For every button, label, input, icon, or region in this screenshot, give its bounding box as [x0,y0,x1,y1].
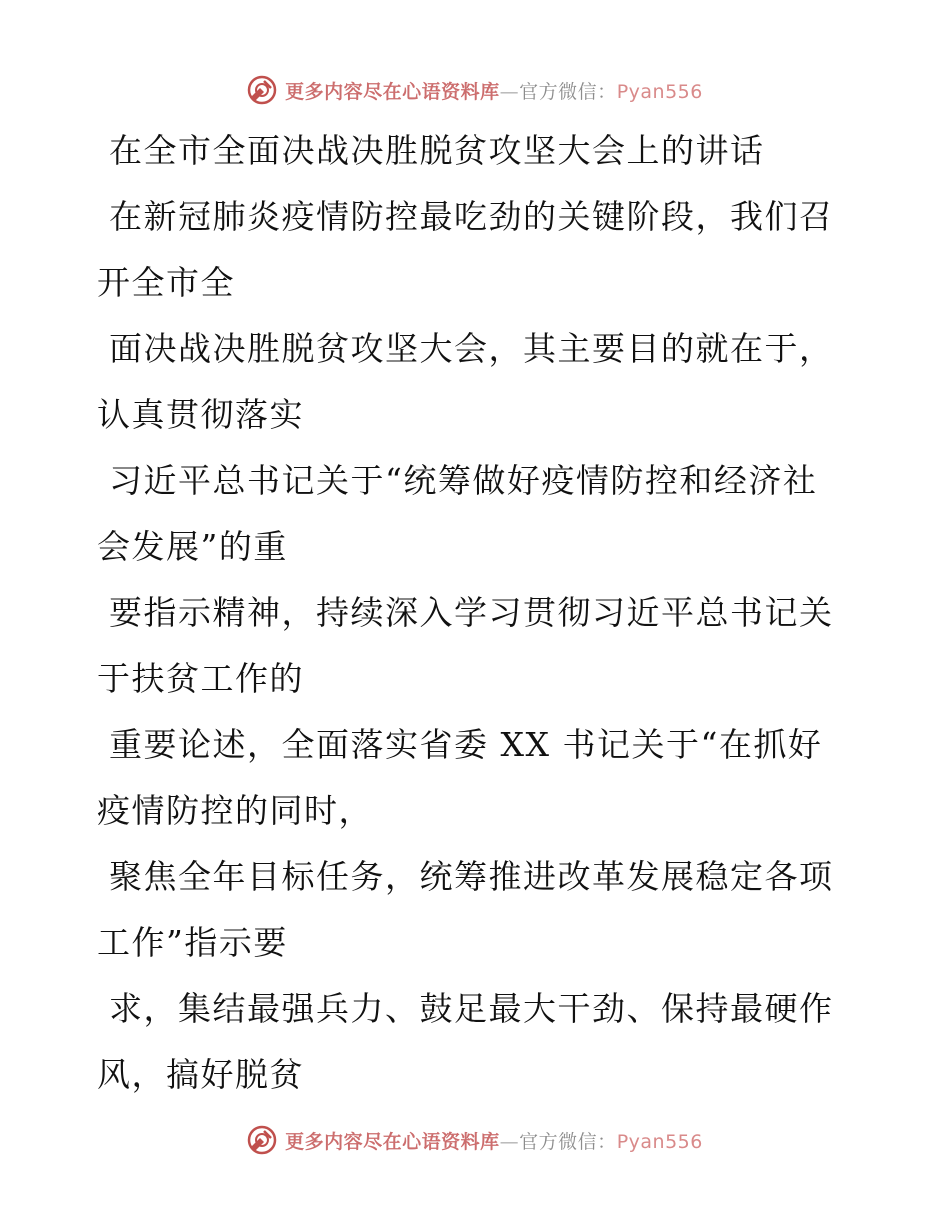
text-line: 要指示精神，持续深入学习贯彻习近平总书记关 [109,593,834,632]
footer-wechat-id: Pyan556 [616,1130,703,1153]
logo-icon [247,75,277,105]
text-line: 会发展”的重 [97,527,288,566]
header-wechat-id: Pyan556 [616,80,703,103]
text-line: 工作”指示要 [97,923,288,962]
document-body [97,118,837,1108]
text-line: 习近平总书记关于“统筹做好疫情防控和经济社 [109,461,818,500]
text-line: 求，集结最强兵力、鼓足最大干劲、保持最硬作 [109,989,834,1028]
footer-brand: 更多内容尽在心语资料库 [285,1130,500,1153]
text-line: 重要论述，全面落实省委 XX 书记关于“在抓好 [109,725,823,764]
logo-icon [247,1125,277,1155]
document-title: 在全市全面决战决胜脱贫攻坚大会上的讲话 [109,131,765,170]
footer-watermark [0,1122,950,1158]
text-line: 认真贯彻落实 [97,395,304,434]
header-brand: 更多内容尽在心语资料库 [285,80,500,103]
footer-dash: — [499,1130,520,1153]
header-watermark [0,72,950,108]
header-watermark-text [285,77,703,104]
text-line: 风，搞好脱贫 [97,1055,304,1094]
footer-official-label: 官方微信： [519,1130,617,1153]
header-dash: — [499,80,520,103]
text-line: 面决战决胜脱贫攻坚大会，其主要目的就在于， [109,329,834,368]
header-official-label: 官方微信： [519,80,617,103]
text-line: 在新冠肺炎疫情防控最吃劲的关键阶段，我们召 [109,197,834,236]
text-line: 聚焦全年目标任务，统筹推进改革发展稳定各项 [109,857,834,896]
text-line: 开全市全 [97,263,235,302]
text-line: 于扶贫工作的 [97,659,304,698]
footer-watermark-text [285,1127,703,1154]
text-line: 疫情防控的同时， [97,791,373,830]
